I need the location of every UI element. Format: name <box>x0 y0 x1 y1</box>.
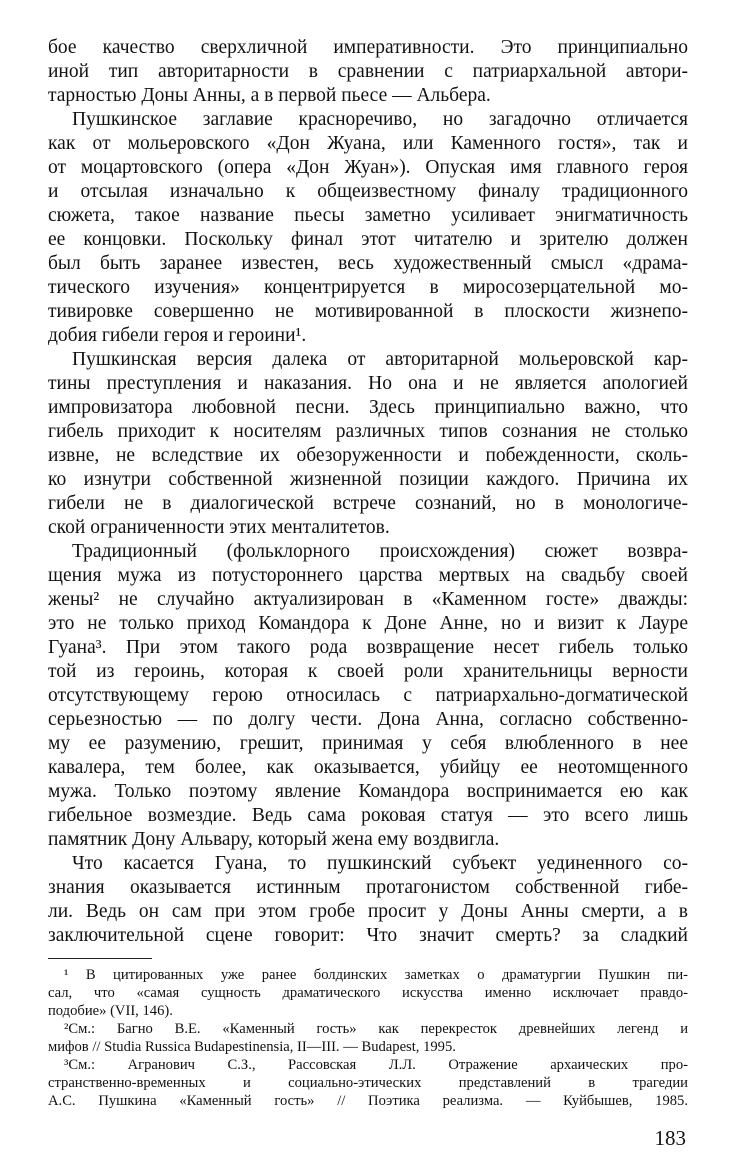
body-line: мужа. Только поэтому явление Командора воспринимается ею как <box>48 781 688 802</box>
footnote-line: ³См.: Агранович С.З., Рассовская Л.Л. Отражение архаических про- <box>64 1057 688 1073</box>
body-line: извне, не вследствие их обезоруженности и побежденности, сколь- <box>48 445 688 466</box>
body-line: ко изнутри собственной жизненной позиции каждого. Причина их <box>48 469 688 490</box>
body-line: был быть заранее известен, весь художественный смысл «драма- <box>48 253 688 274</box>
body-line: тического изучения» концентрируется в миросозерцательной мо- <box>48 277 688 298</box>
body-line: как от мольеровского «Дон Жуана, или Каменного гостя», так и <box>48 133 688 154</box>
body-line: гибельное возмездие. Ведь сама роковая статуя — это всего лишь <box>48 805 688 826</box>
footnote-line: А.С. Пушкина «Каменный гость» // Поэтика реализма. — Куйбышев, 1985. <box>48 1093 688 1109</box>
body-line: импровизатора любовной песни. Здесь принципиально важно, что <box>48 397 688 418</box>
body-line: ской ограниченности этих менталитетов. <box>48 517 390 538</box>
paragraph-start: Пушкинское заглавие красноречиво, но загадочно отличается <box>72 109 688 130</box>
body-line: тины преступления и наказания. Но она и не является апологией <box>48 373 688 394</box>
page-number: 183 <box>654 1126 686 1150</box>
body-line: серьезностью — по долгу чести. Дона Анна, согласно собственно- <box>48 709 688 730</box>
body-line: жены² не случайно актуализирован в «Каменном госте» дважды: <box>48 589 688 610</box>
footnote-line: подобие» (VII, 146). <box>48 1003 173 1019</box>
body-line: той из героинь, которая к своей роли хранительницы верности <box>48 661 688 682</box>
body-line: гибель приходит к носителям различных типов сознания не столько <box>48 421 688 442</box>
footnote-line: сал, что «самая сущность драматического искусства именно исключает правдо- <box>48 985 688 1001</box>
body-line: от моцартовского (опера «Дон Жуан»). Опуская имя главного героя <box>48 157 688 178</box>
body-line: это не только приход Командора к Доне Анне, но и визит к Лауре <box>48 613 688 634</box>
body-line: иной тип авторитарности в сравнении с патриархальной автори- <box>48 61 688 82</box>
body-line: бое качество сверхличной императивности. Это принципиально <box>48 37 688 58</box>
body-line: добия гибели героя и героини¹. <box>48 325 307 346</box>
footnote-line: ¹ В цитированных уже ранее болдинских заметках о драматургии Пушкин пи- <box>64 967 688 983</box>
body-line: му ее разумению, грешит, принимая у себя влюбленного в нее <box>48 733 688 754</box>
body-line: отсутствующему герою относилась с патриархально-догматической <box>48 685 688 706</box>
footnote-line: странственно-временных и социально-этических представлений в трагедии <box>48 1075 688 1091</box>
body-line: кавалера, тем более, как оказывается, убийцу ее неотомщенного <box>48 757 688 778</box>
body-line: тивировке совершенно не мотивированной в плоскости жизнепо- <box>48 301 688 322</box>
footnote-line: мифов // Studia Russica Budapestinensia, II—III. — Budapest, 1995. <box>48 1039 456 1055</box>
footnote-separator <box>48 958 152 959</box>
body-line: Гуана³. При этом такого рода возвращение несет гибель только <box>48 637 688 658</box>
body-line: тарностью Доны Анны, а в первой пьесе — Альбера. <box>48 85 491 106</box>
body-line: гибели не в диалогической встрече сознаний, но в монологиче- <box>48 493 688 514</box>
footnote-line: ²См.: Багно В.Е. «Каменный гость» как перекресток древнейших легенд и <box>64 1021 688 1037</box>
body-line: ее концовки. Поскольку финал этот читателю и зрителю должен <box>48 229 688 250</box>
body-line: ли. Ведь он сам при этом гробе просит у Доны Анны смерти, а в <box>48 901 688 922</box>
paragraph-start: Пушкинская версия далека от авторитарной мольеровской кар- <box>72 349 688 370</box>
body-line: щения мужа из потустороннего царства мертвых на свадьбу своей <box>48 565 688 586</box>
paragraph-start: Традиционный (фольклорного происхождения) сюжет возвра- <box>72 541 688 562</box>
body-line: знания оказывается истинным протагонистом собственной гибе- <box>48 877 688 898</box>
body-line: памятник Дону Альвару, который жена ему воздвигла. <box>48 829 500 850</box>
body-line: и отсылая изначально к общеизвестному финалу традиционного <box>48 181 688 202</box>
body-line: сюжета, такое название пьесы заметно усиливает энигматичность <box>48 205 688 226</box>
body-line: заключительной сцене говорит: Что значит смерть? за сладкий <box>48 925 688 946</box>
paragraph-start: Что касается Гуана, то пушкинский субъект уединенного со- <box>72 853 688 874</box>
